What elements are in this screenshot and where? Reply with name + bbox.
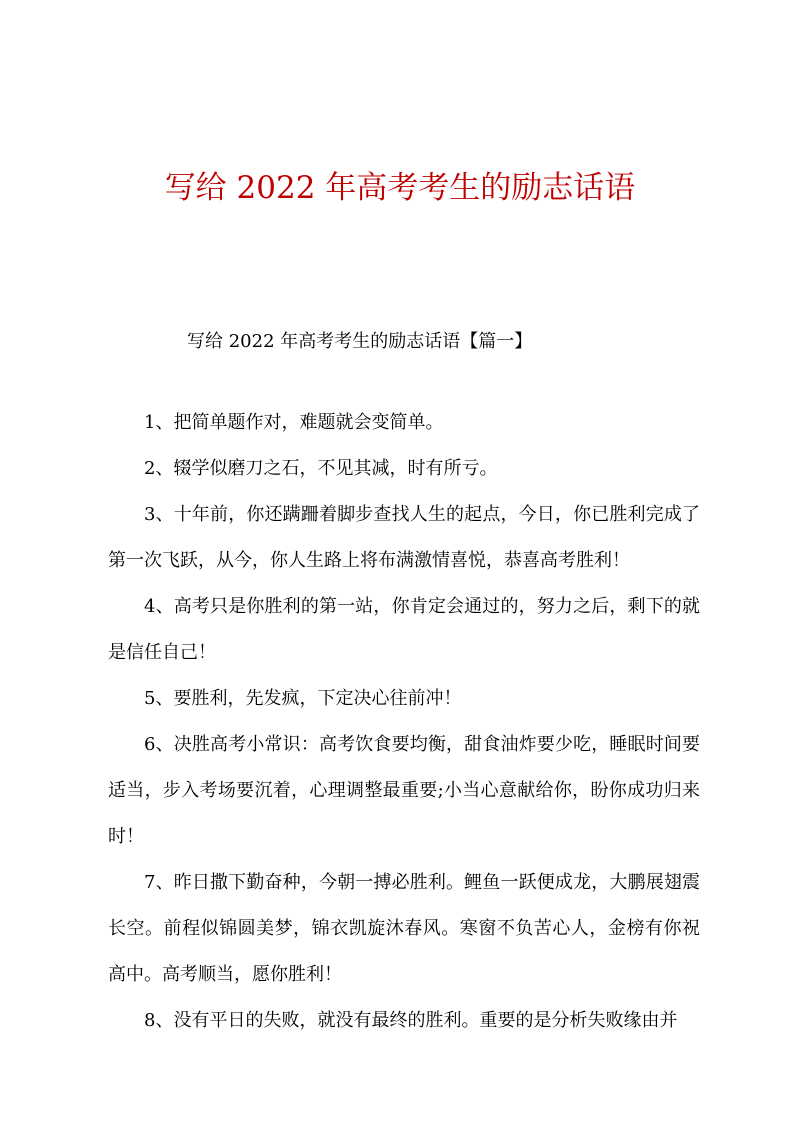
paragraph-6: 6、决胜高考小常识：高考饮食要均衡，甜食油炸要少吃，睡眠时间要适当，步入考场要沉着，心理调整最重要;小当心意献给你，盼你成功归来时！ <box>108 734 700 847</box>
paragraph-7: 7、昨日撒下勤奋种，今朝一搏必胜利。鲤鱼一跃便成龙，大鹏展翅震长空。前程似锦圆美梦，锦衣凯旋沐春风。寒窗不负苦心人，金榜有你祝高中。高考顺当，愿你胜利！ <box>108 872 700 985</box>
paragraph-8: 8、没有平日的失败，就没有最终的胜利。重要的是分析失败缘由并 <box>144 1010 678 1031</box>
document-body <box>108 400 700 1044</box>
paragraph-4: 4、高考只是你胜利的第一站，你肯定会通过的，努力之后，剩下的就是信任自己！ <box>108 596 700 663</box>
paragraph-3: 3、十年前，你还蹒跚着脚步查找人生的起点，今日，你已胜利完成了第一次飞跃，从今，你人生路上将布满激情喜悦，恭喜高考胜利！ <box>108 504 700 571</box>
paragraph-5: 5、要胜利，先发疯，下定决心往前冲！ <box>144 688 462 709</box>
document-title: 写给 2022 年高考考生的励志话语 <box>164 170 636 206</box>
section-heading: 写给 2022 年高考考生的励志话语【篇一】 <box>187 331 533 352</box>
paragraph-1: 1、把简单题作对，难题就会变简单。 <box>144 412 444 433</box>
paragraph-2: 2、辍学似磨刀之石，不见其减，时有所亏。 <box>144 458 498 479</box>
